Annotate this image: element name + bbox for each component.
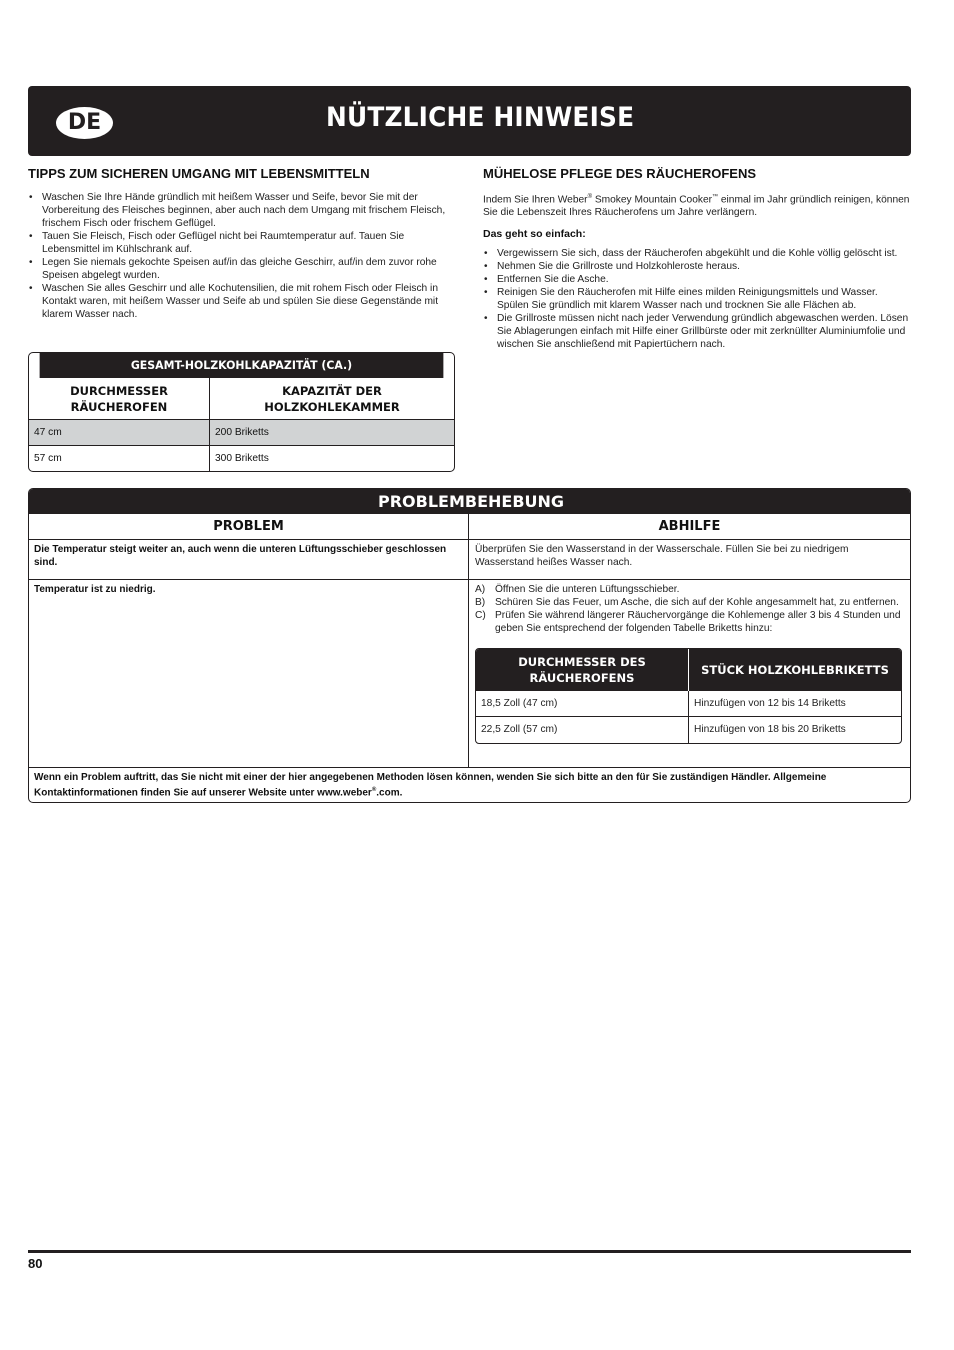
remedy-cell: Überprüfen Sie den Wasserstand in der Wasserschale. Füllen Sie bei zu niedrigem Wasserstand heißes Wasser nach.: [475, 544, 849, 568]
table-row: [29, 446, 454, 472]
capacity-table-title: GESAMT-HOLZKOHLKAPAZITÄT (CA.): [40, 353, 444, 378]
list-item: • Die Grillroste müssen nicht nach jeder Verwendung gründlich abgewaschen werden. Lösen Sie Ablagerungen einfach mit Hilfe einer Grillbürste oder mit zerknüllter Aluminiumfolie und wischen Sie anschließend mit Papiertüchern nach.: [483, 312, 911, 351]
column-header-diameter: DURCHMESSER RÄUCHEROFEN: [29, 378, 210, 419]
food-safety-heading: TIPPS ZUM SICHEREN UMGANG MIT LEBENSMITTELN: [28, 166, 370, 181]
column-header-diameter: DURCHMESSER DES RÄUCHEROFENS: [476, 649, 689, 691]
list-item: • Nehmen Sie die Grillroste und Holzkohleroste heraus.: [483, 260, 911, 273]
column-header-remedy: ABHILFE: [658, 519, 721, 534]
remedy-step: A) Öffnen Sie die unteren Lüftungsschieber.: [475, 584, 680, 595]
list-item: • Legen Sie niemals gekochte Speisen auf/in das gleiche Geschirr, auf/in dem zuvor rohe Speisen abgelegt wurden.: [28, 256, 458, 282]
table-row: [476, 691, 901, 717]
remedy-step: C) Prüfen Sie während längerer Räuchervorgänge die Kohlemenge aller 3 bis 4 Stunden und geben Sie entsprechend der folgenden Tabelle Briketts hinzu:: [475, 610, 901, 634]
troubleshooting-header: [29, 514, 910, 540]
table-cell: 300 Briketts: [215, 453, 269, 464]
table-row: [29, 540, 910, 580]
food-safety-list: [28, 191, 458, 321]
troubleshooting-title: PROBLEMBEHEBUNG: [29, 489, 910, 514]
food-safety-section: [28, 166, 458, 321]
care-section: [483, 166, 911, 351]
footer-rule: [28, 1250, 911, 1253]
care-heading: MÜHELOSE PFLEGE DES RÄUCHEROFENS: [483, 166, 757, 181]
list-item: • Entfernen Sie die Asche.: [483, 273, 911, 286]
troubleshooting-table: [28, 488, 911, 803]
list-item: • Reinigen Sie den Räucherofen mit Hilfe eines milden Reinigungsmittels und Wasser. Spülen Sie gründlich mit klarem Wasser nach und trocknen Sie alle Flächen ab.: [483, 286, 911, 312]
column-header-briquettes: STÜCK HOLZKOHLEBRIKETTS: [701, 663, 889, 677]
header-bar: [28, 86, 911, 156]
language-badge: DE: [56, 107, 113, 139]
table-cell: 18,5 Zoll (47 cm): [476, 691, 689, 716]
list-item: • Waschen Sie alles Geschirr und alle Kochutensilien, die mit rohem Fisch oder Fleisch in Kontakt waren, mit heißem Wasser und Seife ab und spülen Sie diese Gegenstände mit klarem Wasser nach.: [28, 282, 458, 321]
remedy-cell: [469, 580, 910, 767]
table-cell: Hinzufügen von 12 bis 14 Briketts: [694, 698, 846, 709]
capacity-table-header: [29, 378, 454, 420]
briquette-table-header: [476, 649, 901, 691]
table-row: [29, 580, 910, 768]
capacity-table: [28, 352, 455, 472]
page-title: NÜTZLICHE HINWEISE: [326, 102, 635, 133]
remedy-step: B) Schüren Sie das Feuer, um Asche, die sich auf der Kohle angesammelt hat, zu entfernen.: [475, 597, 899, 608]
column-header-capacity: KAPAZITÄT DER HOLZKOHLEKAMMER: [264, 383, 400, 414]
table-cell: 200 Briketts: [215, 427, 269, 438]
care-list: [483, 247, 911, 351]
list-item: • Waschen Sie Ihre Hände gründlich mit heißem Wasser und Seife, bevor Sie mit der Vorbereitung des Fleisches beginnen, aber auch nach dem Umgang mit frischem Fleisch, frischem Fisch oder frischem Geflügel.: [28, 191, 458, 230]
problem-cell: Temperatur ist zu niedrig.: [29, 580, 469, 767]
table-cell: Hinzufügen von 18 bis 20 Briketts: [694, 724, 846, 735]
care-intro: Indem Sie Ihren Weber® Smokey Mountain Cooker™ einmal im Jahr gründlich reinigen, können Sie die Lebenszeit Ihres Räucherofens um Jahre verlängern.: [483, 194, 910, 219]
problem-cell: Die Temperatur steigt weiter an, auch wenn die unteren Lüftungsschieber geschlossen sind.: [29, 540, 469, 579]
table-cell: 57 cm: [29, 446, 210, 472]
table-cell: 22,5 Zoll (57 cm): [476, 717, 689, 743]
care-subheading: Das geht so einfach:: [483, 228, 586, 241]
table-row: [476, 717, 901, 743]
troubleshooting-footer: Wenn ein Problem auftritt, das Sie nicht mit einer der hier angegebenen Methoden lösen können, wenden Sie sich bitte an den für Sie zuständigen Händler. Allgemeine Kontaktinformationen finden Sie auf unserer Website unter www.weber®.com.: [34, 772, 827, 799]
page-number: 80: [28, 1256, 43, 1271]
list-item: • Vergewissern Sie sich, dass der Räucherofen abgekühlt und die Kohle völlig gelöscht ist.: [483, 247, 911, 260]
table-cell: 47 cm: [29, 420, 210, 445]
list-item: • Tauen Sie Fleisch, Fisch oder Geflügel nicht bei Raumtemperatur auf. Tauen Sie Lebensmittel im Kühlschrank auf.: [28, 230, 458, 256]
table-row: [29, 420, 454, 446]
briquette-table: [475, 648, 902, 744]
column-header-problem: PROBLEM: [29, 514, 469, 539]
